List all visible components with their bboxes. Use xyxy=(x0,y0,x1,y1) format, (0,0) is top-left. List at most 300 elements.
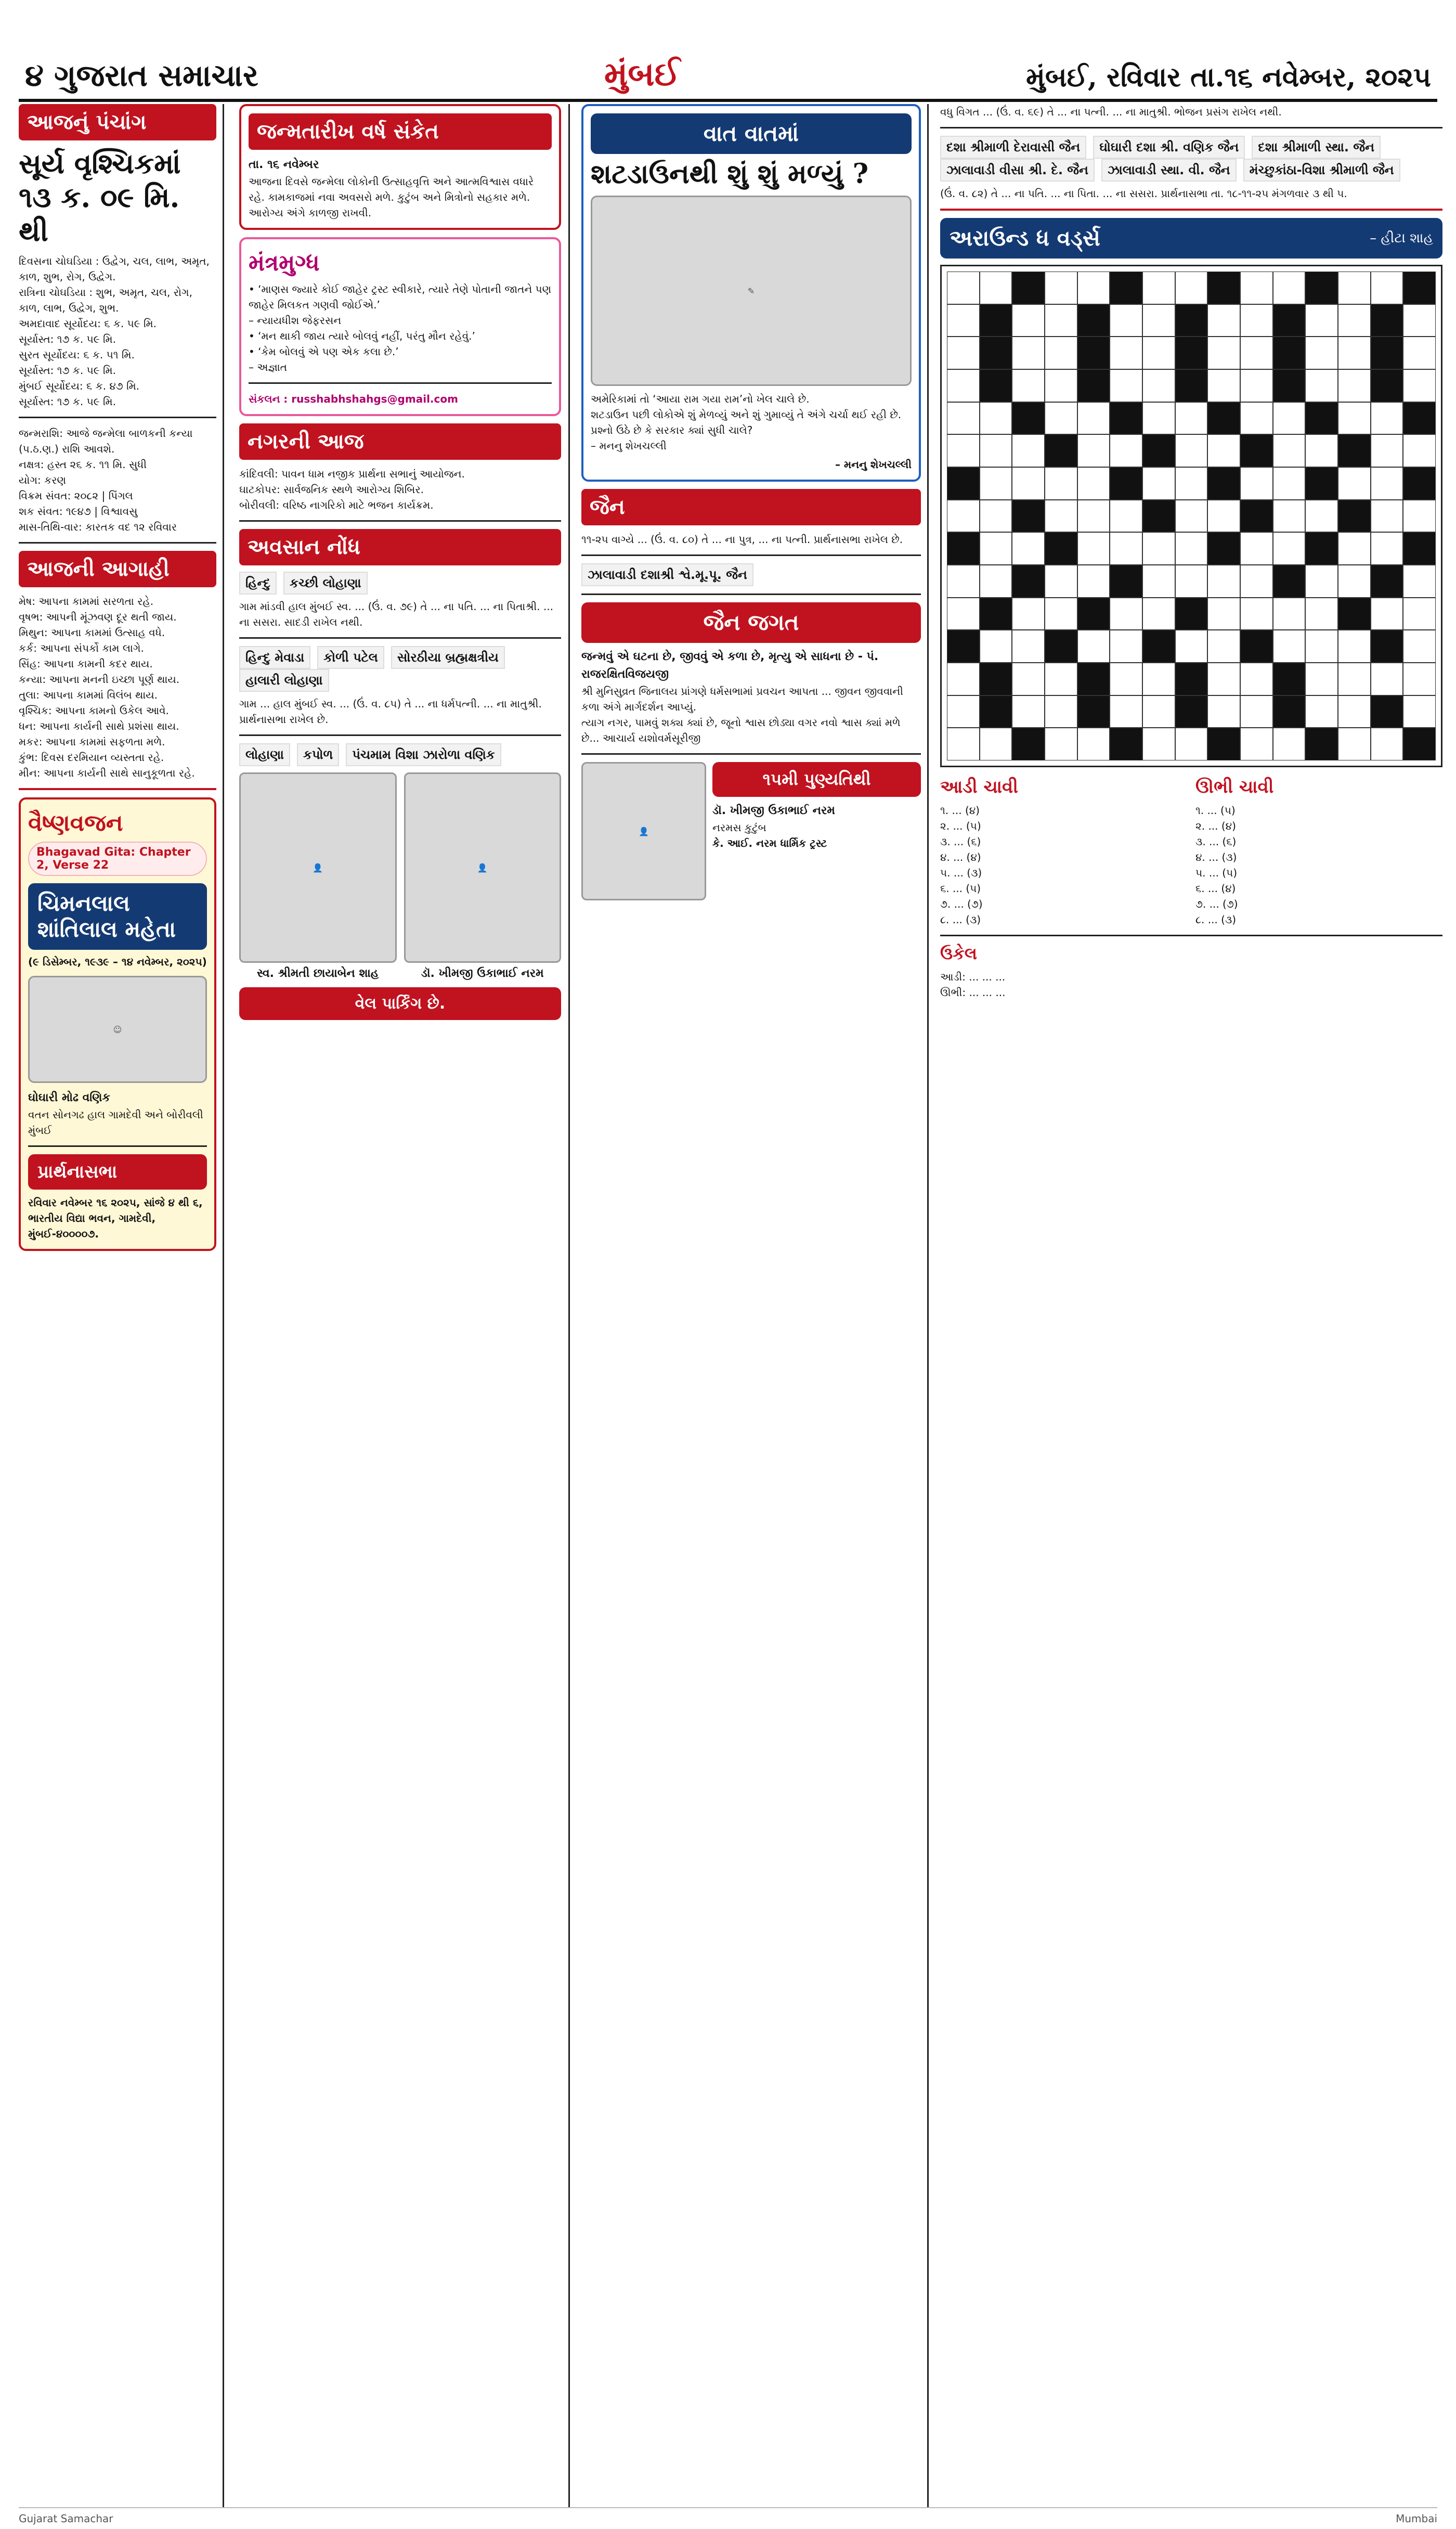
crossword-cell xyxy=(1240,630,1273,663)
crossword-cell xyxy=(1207,337,1240,369)
crossword-cell xyxy=(947,532,980,565)
panchang-title: આજનું પંચાંગ xyxy=(19,104,216,140)
crossword-cell xyxy=(1371,728,1403,760)
crossword-title: અરાઉન્ડ ધ વર્ડ્સ xyxy=(950,225,1100,251)
crossword-cell xyxy=(980,434,1012,467)
crossword-cell xyxy=(1240,402,1273,435)
obit-place: વતન સોનગઢ હાલ ગામદેવી અને બોરીવલી મુંબઈ xyxy=(28,1108,203,1137)
mantra-box xyxy=(239,237,561,416)
crossword-cell xyxy=(1305,272,1338,304)
crossword-cell xyxy=(1175,695,1208,728)
crossword-cell xyxy=(1175,304,1208,337)
jain-title: જૈન xyxy=(581,489,921,525)
dasa-srimali-tag: દશા શ્રીમાળી સ્થા. જૈન xyxy=(1252,136,1381,159)
crossword-cell xyxy=(1045,500,1077,533)
jalawadi-sth-tag: ઝાલાવાડી સ્થા. વી. જૈન xyxy=(1101,159,1237,182)
crossword-cell xyxy=(1207,500,1240,533)
ghoghari-tag: ઘોઘારી દશા શ્રી. વણિક જૈન xyxy=(1093,136,1245,159)
mantha-tag: મંચ્છુકાંઠા-વિશા શ્રીમાળી જૈન xyxy=(1243,159,1400,182)
crossword-cell xyxy=(1338,467,1371,500)
crossword-cell xyxy=(1273,532,1306,565)
crossword-cell xyxy=(1338,272,1371,304)
crossword-cell xyxy=(1045,598,1077,630)
crossword-cell xyxy=(1077,272,1110,304)
divider xyxy=(940,127,1442,128)
memorial-name: ડૉ. ખીમજી ઉકાભાઈ નરમ xyxy=(712,804,835,817)
crossword-cell xyxy=(1045,532,1077,565)
crossword-cell xyxy=(1012,663,1045,695)
mantra-contact: સંકલન : russhabhshahgs@gmail.com xyxy=(249,393,458,405)
crossword-cell xyxy=(1142,500,1175,533)
crossword-cell xyxy=(1142,663,1175,695)
person-icon: 👤 xyxy=(477,862,488,873)
crossword-cell xyxy=(1077,304,1110,337)
crossword-cell xyxy=(1175,402,1208,435)
crossword-cell xyxy=(1371,663,1403,695)
crossword-cell xyxy=(1403,337,1436,369)
crossword-cell xyxy=(1142,369,1175,402)
crossword-cell xyxy=(980,532,1012,565)
jain-jagat-title: જૈન જગત xyxy=(581,602,921,643)
article-signature: – મનનુ શેખચલ્લી xyxy=(835,458,912,471)
crossword-cell xyxy=(1403,434,1436,467)
aagahi-title: આજની આગાહી xyxy=(19,551,216,587)
crossword-cell xyxy=(1110,532,1142,565)
bottom-red-banner: વેલ પાર્કિંગ છે. xyxy=(239,987,561,1020)
crossword-cell xyxy=(1012,272,1045,304)
crossword-cell xyxy=(980,598,1012,630)
crossword-cell xyxy=(1305,695,1338,728)
divider xyxy=(239,637,561,639)
kachhi-tag: કચ્છી લોહાણા xyxy=(283,572,367,595)
crossword-cell xyxy=(1045,630,1077,663)
crossword-cell xyxy=(1142,304,1175,337)
kodi-tag: કોળી પટેલ xyxy=(317,646,384,669)
crossword-cell xyxy=(947,304,980,337)
crossword-cell xyxy=(1273,304,1306,337)
crossword-cell xyxy=(1045,272,1077,304)
crossword-cell xyxy=(1338,402,1371,435)
crossword-cell xyxy=(1175,565,1208,598)
crossword-cell xyxy=(1305,467,1338,500)
prarthanasabha-text: રવિવાર નવેમ્બર ૧૬ ૨૦૨૫, સાંજે ૪ થી ૬, ભારતીય વિદ્યા ભવન, ગામદેવી, મુંબઈ-૪૦૦૦૦૭. xyxy=(28,1196,203,1240)
vaishnav-title: વૈષ્ણવજન xyxy=(28,810,123,836)
crossword-cell xyxy=(1338,337,1371,369)
crossword-cell xyxy=(1110,272,1142,304)
jalawadi-tag: ઝાલાવાડી વીસા શ્રી. દે. જૈન xyxy=(940,159,1095,182)
crossword-cell xyxy=(1175,434,1208,467)
kapol-tag: કપોળ xyxy=(297,743,339,766)
crossword-cell xyxy=(1207,663,1240,695)
memorial-sub: નરમસ કુટુંબ xyxy=(712,821,766,834)
crossword-cell xyxy=(1403,369,1436,402)
crossword-cell xyxy=(1175,728,1208,760)
crossword-cell xyxy=(1305,565,1338,598)
crossword-cell xyxy=(947,728,980,760)
obit-dates: (૯ ડિસેમ્બર, ૧૯૩૯ – ૧૪ નવેમ્બર, ૨૦૨૫) xyxy=(28,956,207,968)
cartoon-placeholder xyxy=(591,196,912,386)
clues xyxy=(940,773,1442,927)
crossword-cell xyxy=(1403,272,1436,304)
divider xyxy=(940,209,1442,211)
crossword-cell xyxy=(1207,598,1240,630)
crossword-cell xyxy=(947,565,980,598)
crossword-cell xyxy=(1207,402,1240,435)
panchang-more: જન્મરાશિ: આજે જન્મેલા બાળકની કન્યા (પ.ઠ.ણ.) રાશિ આવશે. નક્ષત્ર: હસ્ત ૨૬ ક. ૧૧ મિ. સુધી યોગ: કરણ વિક્રમ સંવત: ૨૦૮૨ | પિંગલ શક સંવત: ૧૯૪૭ | વિશ્વાવસુ માસ-તિથિ-વાર: કારતક વદ ૧૨ રવિવાર xyxy=(19,427,193,533)
crossword-cell xyxy=(1045,337,1077,369)
crossword-cell xyxy=(1273,565,1306,598)
crossword-cell xyxy=(1207,565,1240,598)
down-list: ૧. ... (૫) ૨. ... (૪) ૩. ... (૬) ૪. ... (૩) ૫. ... (૫) ૬. ... (૪) ૭. ... (૭) ૮. ... (૩) xyxy=(1195,804,1238,926)
spacer xyxy=(28,876,207,883)
jain-text: ૧૧-૨૫ વાગ્યે ... (ઉં. વ. ૮૦) તે ... ના પુત્ર, ... ના પત્ની. પ્રાર્થનાસભા રાખેલ છે. xyxy=(581,533,903,546)
crossword-cell xyxy=(1403,695,1436,728)
crossword-cell xyxy=(1142,695,1175,728)
crossword-cell xyxy=(1371,304,1403,337)
crossword-cell xyxy=(1045,565,1077,598)
crossword-cell xyxy=(1110,304,1142,337)
crossword-cell xyxy=(947,663,980,695)
divider xyxy=(28,1145,207,1147)
janmadivas-date: તા. ૧૬ નવેમ્બર xyxy=(249,158,319,171)
crossword-cell xyxy=(1240,467,1273,500)
crossword-cell xyxy=(1110,467,1142,500)
crossword-cell xyxy=(947,402,980,435)
photo-row xyxy=(239,772,561,980)
memorial-photo-placeholder xyxy=(581,762,706,900)
halari-tag: હાલારી લોહાણા xyxy=(239,669,329,692)
crossword-cell xyxy=(1045,663,1077,695)
crossword-cell xyxy=(1240,663,1273,695)
crossword-cell xyxy=(1110,630,1142,663)
sun-line: સૂર્ય વૃશ્ચિકમાં ૧૩ ક. ૦૯ મિ. થી xyxy=(19,147,181,248)
crossword-cell xyxy=(1207,272,1240,304)
crossword-cell xyxy=(947,369,980,402)
crossword-cell xyxy=(1110,728,1142,760)
crossword-cell xyxy=(1273,402,1306,435)
crossword-cell xyxy=(1110,598,1142,630)
divider xyxy=(581,554,921,556)
crossword-cell xyxy=(1273,434,1306,467)
column-two xyxy=(232,104,570,2508)
crossword-cell xyxy=(980,565,1012,598)
crossword-cell xyxy=(1207,467,1240,500)
crossword-cell xyxy=(1077,695,1110,728)
crossword-cell xyxy=(980,728,1012,760)
divider xyxy=(19,417,216,418)
crossword-cell xyxy=(1142,598,1175,630)
crossword-cell xyxy=(1371,402,1403,435)
masthead xyxy=(19,21,1437,102)
crossword-cell xyxy=(1305,728,1338,760)
clues-across xyxy=(940,773,1187,927)
crossword-cell xyxy=(1175,369,1208,402)
crossword-cell xyxy=(1207,695,1240,728)
dasa-tag: દશા શ્રીમાળી દેરાવાસી જૈન xyxy=(940,136,1086,159)
crossword-cell xyxy=(1371,272,1403,304)
mantra-text: • ‘માણસ જ્યારે કોઈ જાહેર ટ્રસ્ટ સ્વીકારે, ત્યારે તેણે પોતાની જાતને પણ જાહેર મિલકત ગણવી જોઈએ.’ – ન્યાયધીશ જેફરસન • ‘મન થાકી જાય ત્યારે બોલવું નહીં, પરંતુ મૌન રહેવું.’ • ‘કેમ બોલવું એ પણ એક કલા છે.’ – અજ્ઞાત xyxy=(249,283,552,373)
crossword-cell xyxy=(1142,467,1175,500)
crossword-cell xyxy=(1240,695,1273,728)
divider xyxy=(19,542,216,544)
crossword-cell xyxy=(1045,467,1077,500)
divider xyxy=(581,593,921,595)
crossword-cell xyxy=(1110,663,1142,695)
crossword-cell xyxy=(1305,402,1338,435)
crossword-cell xyxy=(1371,598,1403,630)
answers-title: ઉકેલ xyxy=(940,944,977,963)
panchama-tag: પંચમામ વિશા ઝારોળા વણિક xyxy=(346,743,501,766)
obit-text-1: ગામ માંડવી હાલ મુંબઈ સ્વ. ... (ઉં. વ. ૭૯) તે ... ના પતિ. ... ના પિતાશ્રી. ... ના સસરા. સાદડી રાખેલ નથી. xyxy=(239,600,554,628)
vat-title: વાત વાતમાં xyxy=(591,113,912,154)
crossword-cell xyxy=(1077,337,1110,369)
crossword-cell xyxy=(1012,304,1045,337)
photo-caption-1: સ્વ. શ્રીમતી છાયાબેન શાહ xyxy=(257,967,379,980)
aagahi-text: મેષ: આપના કામમાં સરળતા રહે. વૃષભ: આપની મૂંઝવણ દૂર થતી જાય. મિથુન: આપના કામમાં ઉત્સાહ વધે. કર્ક: આપના સંપર્કો કામ લાગે. સિંહ: આપના કામની કદર થાય. કન્યા: આપના મનની ઇચ્છા પૂર્ણ થાય. તુલા: આપના કામમાં વિલંબ થાય. વૃશ્ચિક: આપના કામનો ઉકેલ આવે. ધન: આપના કાર્યની સાથે પ્રશંસા થાય. મકર: આપના કામમાં સફળતા મળે. કુંભ: દિવસ દરમિયાન વ્યસ્તતા રહે. મીન: આપના કાર્યની સાથે સાનુકૂળતા રહે. xyxy=(19,595,195,779)
crossword-cell xyxy=(980,500,1012,533)
crossword-cell xyxy=(1012,500,1045,533)
modh-tag: હિન્દુ મેવાડા xyxy=(239,646,310,669)
crossword-cell xyxy=(1305,630,1338,663)
crossword-cell xyxy=(947,630,980,663)
masthead-date: મુંબઈ, રવિવાર તા.૧૬ નવેમ્બર, ૨૦૨૫ xyxy=(1026,61,1431,93)
panchang-text: દિવસના ચોઘડિયા : ઉદ્વેગ, ચલ, લાભ, અમૃત, કાળ, શુભ, રોગ, ઉદ્વેગ. રાત્રિના ચોઘડિયા : શુભ, અમૃત, ચલ, રોગ, કાળ, લાભ, ઉદ્વેગ, શુભ. અમદાવાદ સૂર્યોદય: ૬ ક. ૫૯ મિ. સૂર્યાસ્ત: ૧૭ ક. ૫૯ મિ. સુરત સૂર્યોદય: ૬ ક. ૫૧ મિ. સૂર્યાસ્ત: ૧૭ ક. ૫૯ મિ. મુંબઈ સૂર્યોદય: ૬ ક. ૪૭ મિ. સૂર્યાસ્ત: ૧૭ ક. ૫૯ મિ. xyxy=(19,255,210,408)
divider xyxy=(581,753,921,755)
crossword-cell xyxy=(1338,728,1371,760)
crossword-cell xyxy=(1371,337,1403,369)
memorial-text xyxy=(712,762,921,851)
crossword-cell xyxy=(1077,467,1110,500)
memorial-label: ૧૫મી પુણ્યતિથી xyxy=(712,762,921,797)
crossword-cell xyxy=(1338,695,1371,728)
crossword-cell xyxy=(1077,532,1110,565)
crossword-cell xyxy=(1142,565,1175,598)
crossword-cell xyxy=(947,434,980,467)
obit-name: ચિમનલાલ શાંતિલાલ મહેતા xyxy=(28,883,207,950)
crossword-cell xyxy=(1403,500,1436,533)
crossword-cell xyxy=(1045,695,1077,728)
crossword-cell xyxy=(1273,467,1306,500)
janmadivas-box xyxy=(239,104,561,230)
crossword-cell xyxy=(1338,598,1371,630)
mantra-title: મંત્રમુગ્ધ xyxy=(249,250,320,276)
obit-photo-placeholder xyxy=(28,976,207,1083)
crossword-cell xyxy=(1305,500,1338,533)
crossword-cell xyxy=(980,304,1012,337)
crossword-cell xyxy=(1403,630,1436,663)
vaishnav-box xyxy=(19,797,216,1251)
jain-jagat-head: જન્મવું એ ઘટના છે, જીવવું એ કળા છે, મૃત્યુ એ સાધના છે - પં. રાજરક્ષિતવિજયજી xyxy=(581,650,879,681)
crossword-cell xyxy=(980,402,1012,435)
crossword-cell xyxy=(1077,565,1110,598)
crossword-cell xyxy=(1045,402,1077,435)
crossword-cell xyxy=(1240,337,1273,369)
crossword-cell xyxy=(1305,598,1338,630)
crossword-cell xyxy=(1012,369,1045,402)
crossword-cell xyxy=(1012,467,1045,500)
crossword-cell xyxy=(1110,369,1142,402)
crossword-cell xyxy=(1045,304,1077,337)
crossword-cell xyxy=(1403,598,1436,630)
down-title: ઊભી ચાવી xyxy=(1195,777,1274,797)
crossword-cell xyxy=(947,500,980,533)
nagar-title: નગરની આજ xyxy=(239,423,561,460)
crossword-cell xyxy=(1207,630,1240,663)
crossword-cell xyxy=(1045,369,1077,402)
crossword-grid xyxy=(947,272,1436,760)
crossword-cell xyxy=(1240,728,1273,760)
article-text: અમેરિકામાં તો ‘આયા રામ ગયા રામ’નો ખેલ ચાલે છે. શટડાઉન પછી લોકોએ શું મેળવ્યું અને શું ગુમાવ્યું તે અંગે ચર્ચા થઈ રહી છે. પ્રશ્નો ઉઠે છે કે સરકાર ક્યાં સુધી ચાલે? – મનનુ શેખચલ્લી xyxy=(591,393,902,452)
crossword-cell xyxy=(1142,630,1175,663)
crossword-cell xyxy=(1403,532,1436,565)
memorial-trust: કે. આઈ. નરમ ધાર્મિક ટ્રસ્ટ xyxy=(712,837,827,849)
crossword-cell xyxy=(1403,467,1436,500)
crossword-cell xyxy=(1273,369,1306,402)
crossword-cell xyxy=(1305,304,1338,337)
obit-sub: ઘોઘારી મોઢ વણિક xyxy=(28,1091,110,1104)
photo-icon: ☺ xyxy=(113,1024,122,1035)
crossword-cell xyxy=(1077,663,1110,695)
column-left xyxy=(19,104,224,2508)
lohana-tag: લોહાણા xyxy=(239,743,290,766)
column-three xyxy=(575,104,929,2508)
crossword-cell xyxy=(1240,598,1273,630)
headline: શટડાઉનથી શું શું મળ્યું ? xyxy=(591,158,869,190)
crossword-cell xyxy=(980,272,1012,304)
crossword-cell xyxy=(1175,467,1208,500)
crossword-cell xyxy=(1338,304,1371,337)
crossword-cell xyxy=(1403,663,1436,695)
crossword-cell xyxy=(947,598,980,630)
crossword-cell xyxy=(1305,337,1338,369)
crossword-cell xyxy=(1240,565,1273,598)
hindu-tag: હિન્દુ xyxy=(239,572,277,595)
crossword-cell xyxy=(947,467,980,500)
memorial xyxy=(581,762,921,900)
crossword-cell xyxy=(1273,728,1306,760)
crossword-cell xyxy=(947,337,980,369)
crossword-cell xyxy=(1175,663,1208,695)
photo-placeholder-2 xyxy=(404,772,562,963)
crossword-cell xyxy=(1240,434,1273,467)
crossword-cell xyxy=(1077,598,1110,630)
crossword-cell xyxy=(1338,434,1371,467)
divider xyxy=(19,788,216,790)
divider xyxy=(239,520,561,522)
columns-grid xyxy=(19,104,1437,2508)
divider xyxy=(940,935,1442,936)
col4-obit-long: (ઉં. વ. ૮૨) તે ... ના પતિ. ... ના પિતા. ... ના સસરા. પ્રાર્થનાસભા તા. ૧૮-૧૧-૨૫ મંગળવાર ૩ થી ૫. xyxy=(940,187,1347,200)
crossword-cell xyxy=(1142,337,1175,369)
crossword-cell xyxy=(1403,728,1436,760)
crossword-cell xyxy=(1240,532,1273,565)
crossword-cell xyxy=(1371,500,1403,533)
crossword-cell xyxy=(1207,304,1240,337)
crossword-cell xyxy=(1012,695,1045,728)
crossword-cell xyxy=(1175,272,1208,304)
footer xyxy=(19,2507,1437,2529)
crossword-cell xyxy=(1012,402,1045,435)
crossword-cell xyxy=(1273,663,1306,695)
crossword-cell xyxy=(1273,695,1306,728)
crossword-cell xyxy=(1371,630,1403,663)
crossword-cell xyxy=(1110,500,1142,533)
crossword-cell xyxy=(1207,369,1240,402)
crossword-cell xyxy=(1012,598,1045,630)
crossword-cell xyxy=(1142,272,1175,304)
crossword-cell xyxy=(1110,434,1142,467)
nagar-text: કાંદિવલી: પાવન ધામ નજીક પ્રાર્થના સભાનું આયોજન. ઘાટકોપર: સાર્વજનિક સ્થળે આરોગ્ય શિબિર. બોરીવલી: વરિષ્ઠ નાગરિકો માટે ભજન કાર્યક્રમ. xyxy=(239,468,465,511)
photo-card-1 xyxy=(239,772,397,980)
masthead-left: ૪ ગુજરાત સમાચાર xyxy=(25,58,258,93)
photo-placeholder-1 xyxy=(239,772,397,963)
crossword-cell xyxy=(980,337,1012,369)
crossword-cell xyxy=(1338,663,1371,695)
crossword-cell xyxy=(1142,532,1175,565)
crossword-cell xyxy=(1077,402,1110,435)
crossword-cell xyxy=(1142,402,1175,435)
memorial-photo xyxy=(581,762,706,900)
crossword-cell xyxy=(1273,337,1306,369)
cartoon-icon: ✎ xyxy=(747,286,755,296)
crossword-cell xyxy=(1207,532,1240,565)
crossword-cell xyxy=(947,272,980,304)
crossword-cell xyxy=(1338,532,1371,565)
across-list: ૧. ... (૪) ૨. ... (૫) ૩. ... (૬) ૪. ... (૪) ૫. ... (૩) ૬. ... (૫) ૭. ... (૭) ૮. ... (૩) xyxy=(940,804,983,926)
crossword-cell xyxy=(980,467,1012,500)
crossword-cell xyxy=(1305,434,1338,467)
prarthanasabha-title: પ્રાર્થનાસભા xyxy=(28,1154,207,1190)
crossword-cell xyxy=(1338,500,1371,533)
crossword-cell xyxy=(1077,369,1110,402)
crossword-cell xyxy=(1045,434,1077,467)
crossword-cell xyxy=(1273,272,1306,304)
footer-right: Mumbai xyxy=(1396,2512,1437,2525)
col4-top-text: વધુ વિગત ... (ઉં. વ. ૬૯) તે ... ના પત્ની. ... ના માતુશ્રી. ભોજન પ્રસંગ રાખેલ નથી. xyxy=(940,106,1282,118)
crossword-cell xyxy=(1175,598,1208,630)
crossword-cell xyxy=(1207,728,1240,760)
crossword-cell xyxy=(1077,434,1110,467)
crossword-cell xyxy=(1338,630,1371,663)
crossword-cell xyxy=(1175,337,1208,369)
crossword-cell xyxy=(1273,630,1306,663)
crossword-cell xyxy=(1305,369,1338,402)
crossword-cell xyxy=(980,630,1012,663)
crossword-cell xyxy=(1403,304,1436,337)
crossword-cell xyxy=(1273,598,1306,630)
crossword-cell xyxy=(1338,369,1371,402)
crossword-cell xyxy=(1403,565,1436,598)
crossword-cell xyxy=(1012,532,1045,565)
crossword-cell xyxy=(980,369,1012,402)
crossword-cell xyxy=(1371,369,1403,402)
crossword-cell xyxy=(1240,369,1273,402)
crossword-cell xyxy=(1207,434,1240,467)
crossword-cell xyxy=(1403,402,1436,435)
crossword-cell xyxy=(1012,728,1045,760)
crossword-cell xyxy=(1142,728,1175,760)
crossword-header xyxy=(940,218,1442,259)
crossword-cell xyxy=(1338,565,1371,598)
footer-left: Gujarat Samachar xyxy=(19,2512,113,2525)
crossword-cell xyxy=(1305,663,1338,695)
crossword-cell xyxy=(1110,402,1142,435)
crossword-cell xyxy=(1142,434,1175,467)
divider xyxy=(249,382,552,384)
crossword-cell xyxy=(1371,467,1403,500)
crossword xyxy=(940,265,1442,767)
answers-text: આડી: ... ... ... ઊભી: ... ... ... xyxy=(940,971,1006,999)
